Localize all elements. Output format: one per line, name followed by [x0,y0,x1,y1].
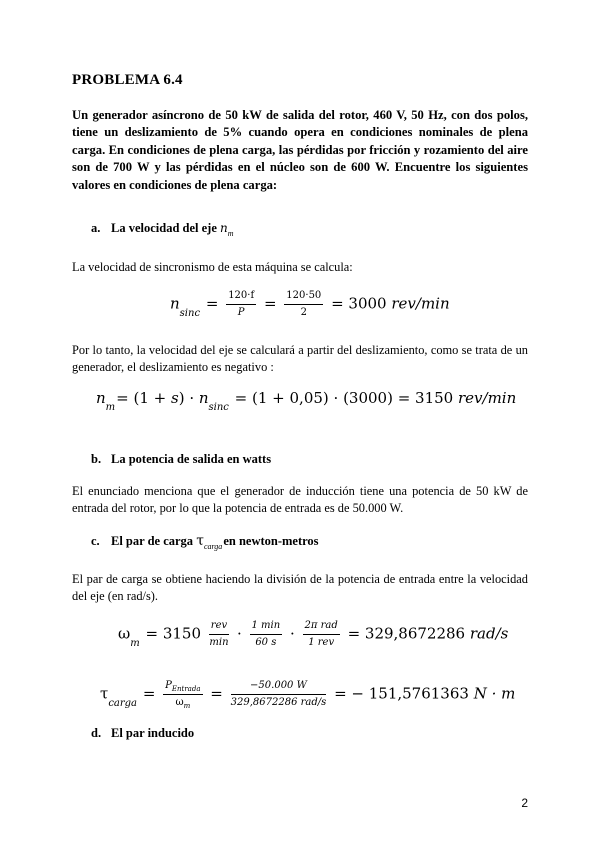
eq3-f2-den: 60 s [255,637,277,648]
section-d-heading [91,726,194,741]
section-b-heading [91,452,271,467]
tau-symbol: τ [196,533,204,549]
section-c-label: c. [91,534,100,548]
eq3-fraction-2 [250,620,283,649]
eq3-a: = 3150 [145,624,202,643]
eq2-s: s [171,389,179,407]
eq3-f3-num: 2π rad [303,620,340,635]
eq1-f1-num: 120·f [226,290,256,305]
eq4-unit: N · m [473,684,516,703]
section-a-text-2: Por lo tanto, la velocidad del eje se calculará a partir del deslizamiento, como se trata de un generador, el deslizamiento es negativo : [72,343,528,375]
eq4-f1-num-sub: Entrada [171,685,201,693]
eq4-f1-num [163,680,202,695]
section-b-title: La potencia de salida en watts [111,452,272,466]
eq4-equals-2: = [210,684,223,703]
eq1-result: = 3000 [331,294,387,313]
eq4-f1-num-p: P [165,680,172,691]
eq4-f1-den-omega: ω [175,697,184,708]
page-number: 2 [521,796,528,810]
eq1-fraction-2 [284,290,323,319]
eq1-fraction-1 [226,290,256,319]
problem-statement: Un generador asíncrono de 50 kW de salida del rotor, 460 V, 50 Hz, con dos polos, tiene un deslizamiento de 5% cuando opera en condiciones nominales de plena carga. En condiciones de plena carga, las pérdidas por fricción y rozamiento del aire son de 700 W y las pérdidas en el núcleo son de 600 W. Encuentre los siguientes valores en condiciones de plena carga: [72,108,528,192]
eq1-lhs-sub: sinc [179,307,201,319]
eq3-dot-2: · [289,624,295,643]
eq4-f2-den: 329,8672286 rad/s [230,697,327,708]
section-c-tau-sub: carga [203,542,223,551]
section-c-title-post: en newton-metros [223,534,319,548]
section-a-title: La velocidad del eje [111,221,221,235]
eq2-mid1: = (1 + [116,389,171,407]
eq4-lhs-sub: carga [108,697,138,709]
eq4-f1-den [163,695,202,709]
section-a-heading [91,221,235,236]
section-c-heading [91,533,319,549]
eq1-equals: = [205,294,219,313]
eq3-fraction-1 [209,620,229,649]
eq1-f2-den: 2 [300,307,307,318]
eq2-mid2: ) · [178,389,199,407]
section-d-label: d. [91,726,102,740]
eq3-dot-1: · [236,624,242,643]
eq4-fraction-1 [163,680,202,709]
eq3-f2-num: 1 min [250,620,283,635]
section-c-text: El par de carga se obtiene haciendo la división de la potencia de entrada entre la velocidad del eje (en rad/s). [72,572,528,604]
eq3-f1-den: min [209,637,229,648]
eq2-rest: = (1 + 0,05) · (3000) = 3150 [229,389,458,407]
eq4-equals-1: = [142,684,156,703]
eq2-n-sub: sinc [208,402,229,413]
equation-n-sinc [170,290,450,319]
section-d-title: El par inducido [111,726,195,740]
section-a-text-1: La velocidad de sincronismo de esta máquina se calcula: [72,260,353,274]
eq2-n: n [198,389,209,407]
eq1-f2-num: 120·50 [284,290,323,305]
eq3-f3-den: 1 rev [308,637,335,648]
eq4-result: = − 151,5761363 [334,684,469,703]
section-a-label: a. [91,221,101,235]
eq3-unit: rad/s [469,624,509,643]
equation-tau-carga [100,680,515,709]
problem-title: PROBLEMA 6.4 [72,72,183,88]
eq3-lhs: ω [118,624,131,643]
eq3-lhs-sub: m [130,637,140,649]
equation-n-m [96,389,517,413]
eq3-fraction-3 [303,620,340,649]
eq2-lhs: n [96,389,106,407]
eq1-unit: rev/min [391,294,450,313]
eq4-f1-den-sub: m [183,702,191,710]
eq2-unit: rev/min [458,389,517,407]
eq1-lhs: n [170,294,180,313]
section-c-title-pre: El par de carga [111,534,197,548]
section-a-var: n [220,221,228,235]
eq3-f1-num: rev [209,620,229,635]
eq3-result: = 329,8672286 [347,624,466,643]
eq1-f1-den: P [237,307,245,318]
section-a-var-sub: m [227,229,234,238]
eq1-equals-2: = [263,294,277,313]
equation-omega-m [118,620,508,649]
section-b-text: El enunciado menciona que el generador de inducción tiene una potencia de 50 kW de entrada del rotor, por lo que la potencia de entrada es de 50.000 W. [72,484,528,516]
eq4-fraction-2 [231,680,327,709]
eq2-lhs-sub: m [105,402,116,413]
eq4-lhs: τ [100,684,109,703]
eq4-f2-num: −50.000 W [231,680,327,695]
section-b-label: b. [91,452,102,466]
